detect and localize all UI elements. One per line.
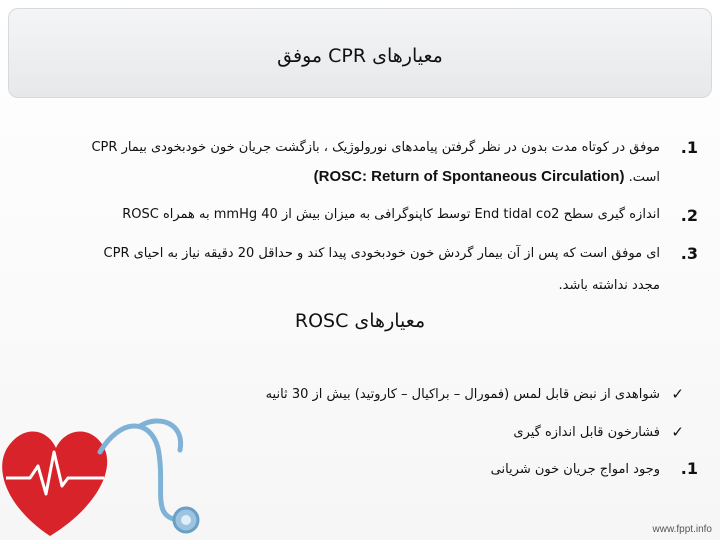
- item-3-line-2: مجدد نداشته باشد.: [558, 278, 660, 293]
- rosc-definition: (ROSC: Return of Spontaneous Circulation): [313, 168, 625, 185]
- item-2-text: اندازه گیری سطح End tidal co2 توسط کاپنوگرافی به میزان بیش از 40 mmHg به همراه ROSC: [122, 207, 660, 222]
- item-number: .1: [680, 138, 698, 157]
- item-3-line-1: CPR ای موفق است که پس از آن بیمار گردش خون خودبخودی پیدا کند و حداقل 20 دقیقه نیاز به احیای: [103, 246, 660, 261]
- check-icon: ✓: [671, 423, 684, 441]
- slide-title: معیارهای CPR موفق: [277, 45, 443, 67]
- item-number: .2: [680, 206, 698, 225]
- check-item-2: فشارخون قابل اندازه گیری: [513, 425, 660, 440]
- check-icon: ✓: [671, 385, 684, 403]
- heart-stethoscope-icon: [0, 408, 210, 544]
- check-item-3-number: .1: [680, 459, 698, 478]
- rosc-subtitle: معیارهای ROSC: [294, 310, 426, 332]
- footer-url: www.fppt.info: [652, 524, 712, 535]
- item-1-line-1: CPR موفق در کوتاه مدت بدون در نظر گرفتن پیامدهای نورولوژیک ، بازگشت جریان خون خودبخودی بیمار: [91, 140, 660, 155]
- item-1-line-2-fa: است.: [628, 170, 660, 185]
- item-1-line-2: [314, 168, 660, 185]
- check-item-1: شواهدی از نبض قابل لمس (فمورال – براکیال – کاروتید) بیش از 30 ثانیه: [265, 387, 660, 402]
- title-box: [8, 8, 712, 98]
- item-number: .3: [680, 244, 698, 263]
- check-item-3: وجود امواج جریان خون شریانی: [490, 462, 660, 477]
